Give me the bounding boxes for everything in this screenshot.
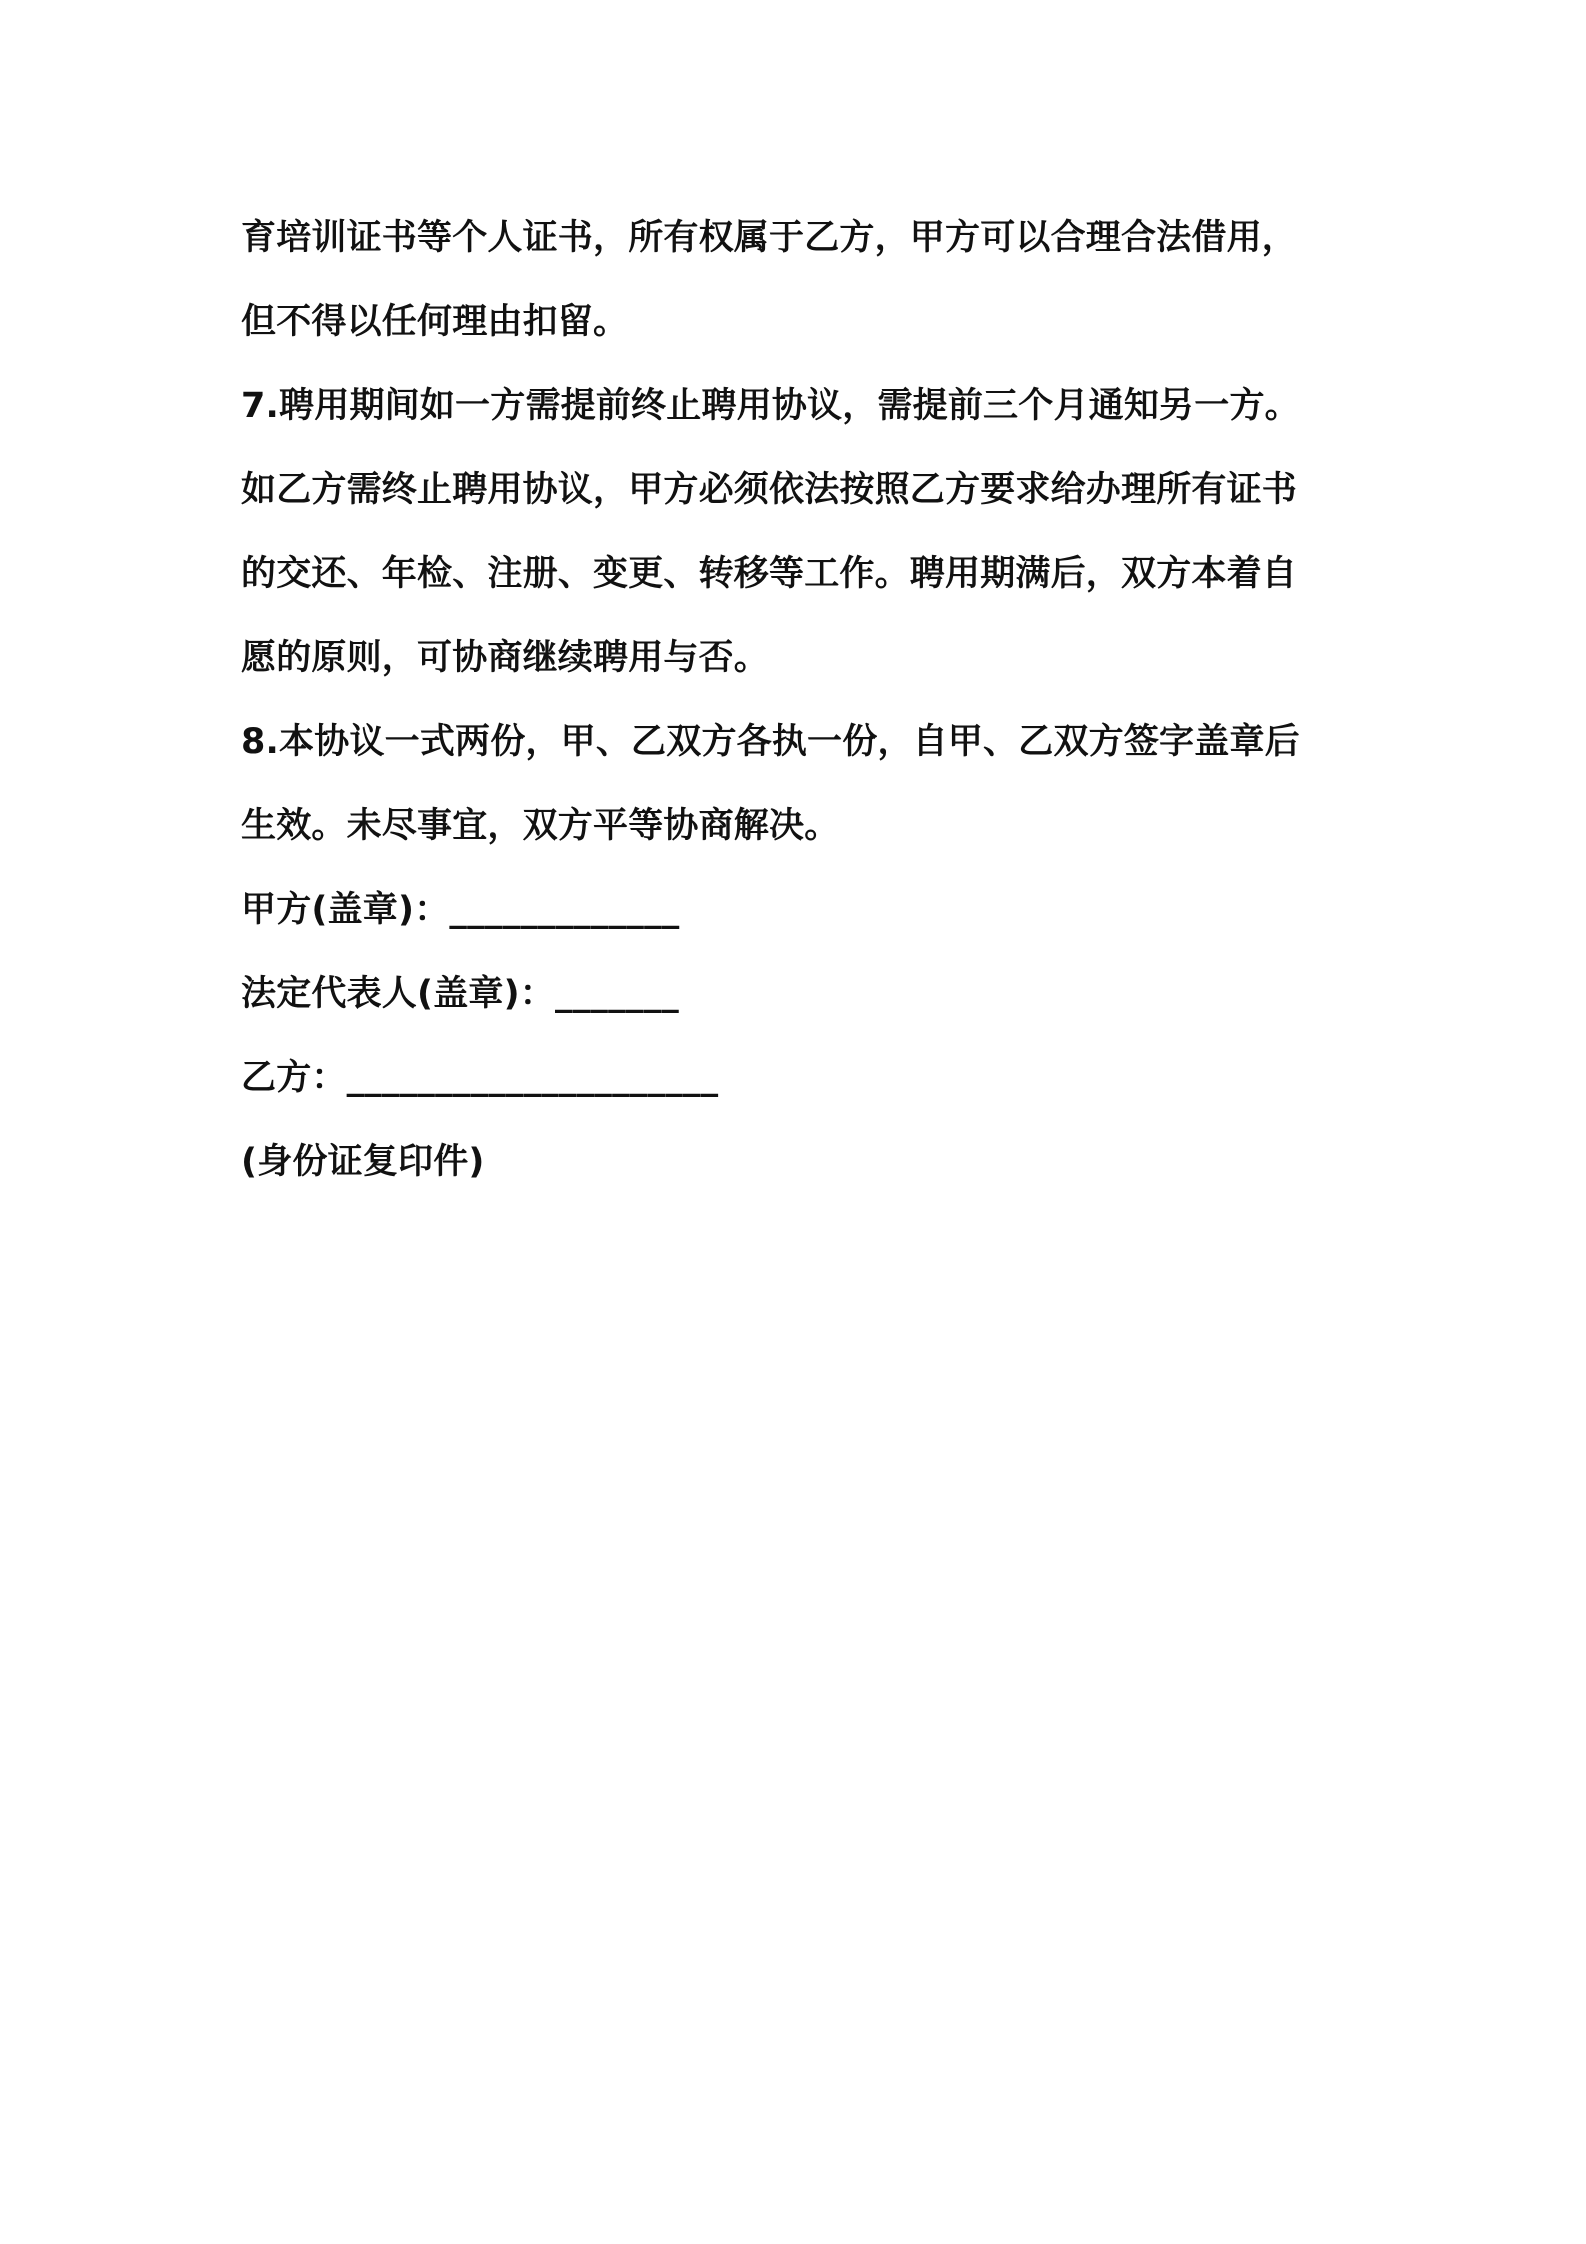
clause-8-line-2: 生效。未尽事宜，双方平等协商解决。 [241,806,840,846]
clause-7-line-3: 的交还、年检、注册、变更、转移等工作。聘用期满后，双方本着自 [241,554,1298,594]
clause-6-continuation-line-2: 但不得以任何理由扣留。 [241,302,629,342]
clause-8-line-1: 8.本协议一式两份，甲、乙双方各执一份，自甲、乙双方签字盖章后 [241,722,1300,762]
clause-6-continuation-line-1: 育培训证书等个人证书，所有权属于乙方，甲方可以合理合法借用， [241,218,1298,258]
clause-7-line-1: 7.聘用期间如一方需提前终止聘用协议，需提前三个月通知另一方。 [241,386,1300,426]
document-body [241,196,1361,1204]
id-copy-note: (身份证复印件) [241,1142,485,1182]
clause-7-line-2: 如乙方需终止聘用协议，甲方必须依法按照乙方要求给办理所有证书 [241,470,1298,510]
party-a-signature-line: 甲方(盖章)：_____________ [241,890,680,930]
party-b-signature-line: 乙方：_____________________ [241,1058,719,1098]
clause-7-line-4: 愿的原则，可协商继续聘用与否。 [241,638,770,678]
legal-representative-signature-line: 法定代表人(盖章)：_______ [241,974,679,1014]
